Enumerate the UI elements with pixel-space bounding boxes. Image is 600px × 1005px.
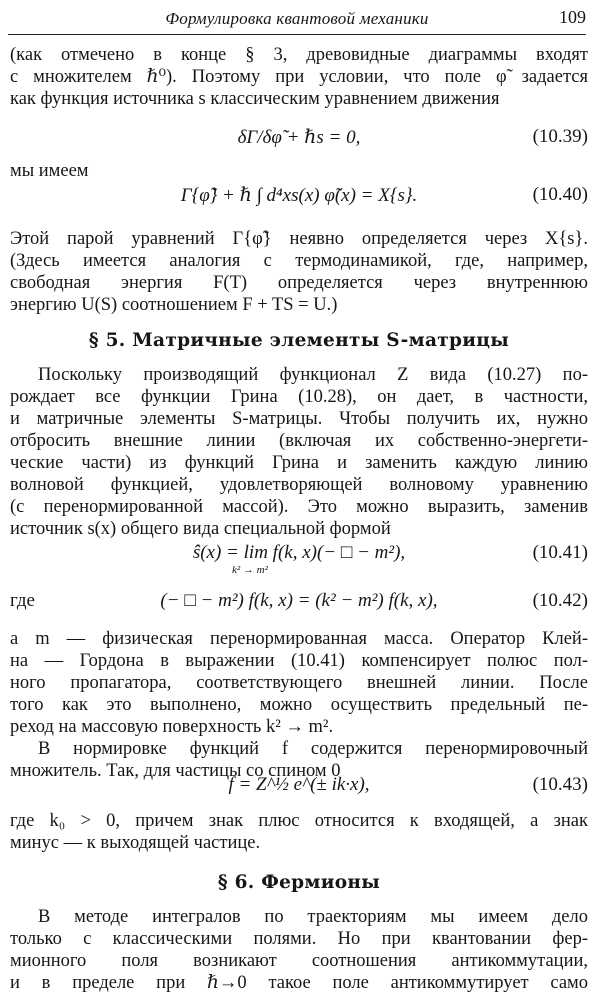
text-line: (как отмечено в конце § 3, древовидные диаграммы входят [10,45,588,65]
equation-number: (10.39) [532,126,588,147]
equation-10-43 [10,770,588,804]
equation-body: (− □ − m²) f(k, x) = (k² − m²) f(k, x), [160,590,438,611]
paragraph-3 [10,364,588,540]
text-line: на — Гордона в выражении (10.41) компенсирует полюс пол- [10,651,588,671]
text-line: Этой парой уравнений Γ{φ̃} неявно определяется через X{s}. [10,229,588,249]
where-label: где [10,590,35,611]
text-line: и матричные элементы S-матрицы. Чтобы получить их, нужно [10,409,588,429]
section-5-heading: § 5. Матричные элементы S-матрицы [88,330,510,351]
text-line: ческие части) из функций Грина и заменить каждую линию [10,453,588,473]
text-line: с множителем ℏ⁰). Поэтому при условии, что поле φ̃ задается [10,67,588,87]
text-line: (с перенормированной массой). Это можно выразить, заменив [10,497,588,517]
text-line: мы имеем [10,161,89,181]
text-line: ного пропагатора, соответствующего внешней линии. После [10,673,588,693]
text-line: отбросить внешние линии (включая их собственно-энергети- [10,431,588,451]
text-line: только с классическими полями. Но при квантовании фер- [10,929,588,949]
text-line: множитель. Так, для частицы со спином 0 [10,761,341,781]
text-line: как функция источника s классическим уравнением движения [10,89,500,109]
paragraph-2 [10,228,588,316]
equation-10-40 [10,180,588,214]
text-line: (Здесь имеется аналогия с термодинамикой, где, например, [10,251,588,271]
equation-10-42 [10,586,588,620]
text-line: мионного поля возникают соотношения антикоммутации, [10,951,588,971]
paragraph-7 [10,906,588,994]
equation-number: (10.41) [532,542,588,563]
text-line: Поскольку производящий функционал Z вида (10.27) по- [38,365,588,385]
paragraph-6 [10,810,588,854]
equation-body: Γ{φ̃} + ℏ ∫ d⁴xs(x) φ̃(x) = X{s}. [180,185,418,206]
running-title: Формулировка квантовой механики [165,9,429,28]
text-line: и в пределе при ℏ→0 такое поле антикоммутирует само [10,973,588,993]
text-line: В нормировке функций f содержится перенормировочный [38,739,588,759]
equation-body: δΓ/δφ̃ + ℏs = 0, [237,127,361,148]
intro-paragraph [10,44,588,110]
text-line: волновой функцией, удовлетворяющей волновому уравнению [10,475,588,495]
equation-body: f = Z^½ e^(± ik·x), [228,774,370,795]
section-6-heading: § 6. Фермионы [217,872,381,893]
equation-10-39 [10,122,588,156]
text-line: рождает все функции Грина (10.28), он дает, в частности, [10,387,588,407]
text-line: источник s(x) общего вида специальной формой [10,519,391,539]
running-header [8,4,586,35]
text-line: В методе интегралов по траекториям мы имеем дело [38,907,588,927]
paragraph-4 [10,628,588,738]
text-line: того как это выполнено, можно осуществить предельный пе- [10,695,588,715]
text-line: а m — физическая перенормированная масса. Оператор Клей- [10,629,588,649]
equation-number: (10.40) [532,184,588,205]
equation-body: ŝ(x) = lim f(k, x)(− □ − m²), [192,542,406,563]
page-number: 109 [559,7,586,27]
text-line: минус — к выходящей частице. [10,833,261,853]
text-line: реход на массовую поверхность k² → m². [10,717,334,737]
equation-number: (10.43) [532,774,588,795]
text-line: свободная энергия F(T) определяется через внутреннюю [10,273,588,293]
limit-subscript: k² → m² [232,564,268,576]
equation-10-41 [10,538,588,578]
text-line: где k₀ > 0, причем знак плюс относится к входящей, а знак [10,811,588,831]
text-line: энергию U(S) соотношением F + TS = U.) [10,295,338,315]
equation-number: (10.42) [532,590,588,611]
we-have-line [10,160,588,182]
